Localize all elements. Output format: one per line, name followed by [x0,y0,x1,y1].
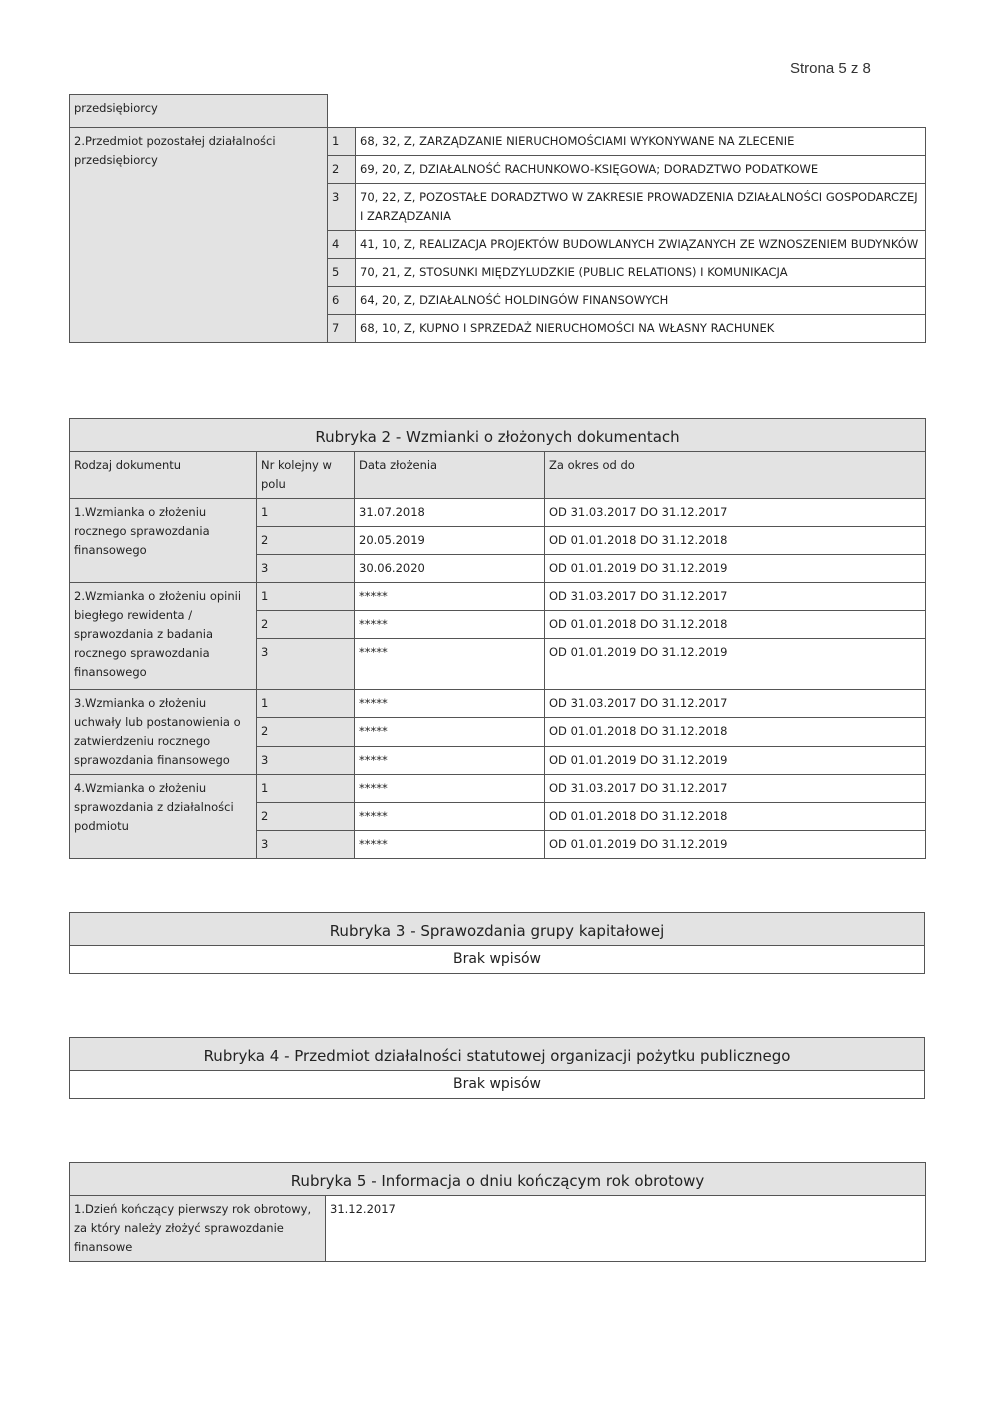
rubryka3-title: Rubryka 3 - Sprawozdania grupy kapitałowej [70,913,925,946]
item-text: 70, 22, Z, POZOSTAŁE DORADZTWO W ZAKRESIE PROWADZENIA DZIAŁALNOŚCI GOSPODARCZEJ I ZARZĄDZANIA [356,184,926,231]
item-nr: 5 [328,259,356,287]
item-text: 41, 10, Z, REALIZACJA PROJEKTÓW BUDOWLANYCH ZWIĄZANYCH ZE WZNOSZENIEM BUDYNKÓW [356,231,926,259]
filing-date: ***** [355,639,545,690]
row-nr: 3 [257,746,355,774]
item-nr: 7 [328,315,356,343]
document-type: 2.Wzmianka o złożeniu opinii biegłego rewidenta / sprawozdania z badania rocznego sprawozdania finansowego [70,583,257,690]
period: OD 31.03.2017 DO 31.12.2017 [545,499,926,527]
column-header: Data złożenia [355,452,545,499]
filing-date: ***** [355,803,545,831]
rubryka3-content: Brak wpisów [70,946,925,974]
filing-date: ***** [355,611,545,639]
item-text: 69, 20, Z, DZIAŁALNOŚĆ RACHUNKOWO-KSIĘGOWA; DORADZTWO PODATKOWE [356,156,926,184]
rubryka5-value: 31.12.2017 [326,1196,926,1262]
period: OD 01.01.2019 DO 31.12.2019 [545,639,926,690]
period: OD 01.01.2018 DO 31.12.2018 [545,527,926,555]
period: OD 01.01.2019 DO 31.12.2019 [545,555,926,583]
filing-date: 30.06.2020 [355,555,545,583]
column-header: Nr kolejny w polu [257,452,355,499]
document-type: 4.Wzmianka o złożeniu sprawozdania z działalności podmiotu [70,775,257,859]
item-text: 64, 20, Z, DZIAŁALNOŚĆ HOLDINGÓW FINANSOWYCH [356,287,926,315]
item-text: 68, 32, Z, ZARZĄDZANIE NIERUCHOMOŚCIAMI WYKONYWANE NA ZLECENIE [356,128,926,156]
period: OD 31.03.2017 DO 31.12.2017 [545,583,926,611]
row-nr: 1 [257,583,355,611]
item-nr: 6 [328,287,356,315]
item-nr: 4 [328,231,356,259]
filing-date: ***** [355,718,545,746]
rubryka2-title: Rubryka 2 - Wzmianki o złożonych dokumentach [70,419,926,452]
header-row [70,452,926,499]
column-header: Za okres od do [545,452,926,499]
column-header: Rodzaj dokumentu [70,452,257,499]
period: OD 01.01.2018 DO 31.12.2018 [545,718,926,746]
activity-table [69,94,926,343]
item-text: 68, 10, Z, KUPNO I SPRZEDAŻ NIERUCHOMOŚCI NA WŁASNY RACHUNEK [356,315,926,343]
table-row [70,95,926,128]
activity-label: 2.Przedmiot pozostałej działalności przedsiębiorcy [70,128,328,343]
rubryka4-content: Brak wpisów [70,1071,925,1099]
row-nr: 2 [257,803,355,831]
rubryka4-title: Rubryka 4 - Przedmiot działalności statutowej organizacji pożytku publicznego [70,1038,925,1071]
rubryka5-label: 1.Dzień kończący pierwszy rok obrotowy, za który należy złożyć sprawozdanie finansowe [70,1196,326,1262]
table-row [70,690,926,718]
period: OD 31.03.2017 DO 31.12.2017 [545,690,926,718]
filing-date: 20.05.2019 [355,527,545,555]
filing-date: 31.07.2018 [355,499,545,527]
document-type: 3.Wzmianka o złożeniu uchwały lub postanowienia o zatwierdzeniu rocznego sprawozdania finansowego [70,690,257,775]
filing-date: ***** [355,775,545,803]
filing-date: ***** [355,583,545,611]
period: OD 31.03.2017 DO 31.12.2017 [545,775,926,803]
row-nr: 3 [257,831,355,859]
rubryka3-table [69,912,925,974]
period: OD 01.01.2019 DO 31.12.2019 [545,746,926,774]
document-type: 1.Wzmianka o złożeniu rocznego sprawozdania finansowego [70,499,257,583]
item-nr: 2 [328,156,356,184]
row-nr: 1 [257,690,355,718]
row-nr: 3 [257,639,355,690]
filing-date: ***** [355,746,545,774]
row-nr: 2 [257,527,355,555]
table-row [70,128,926,156]
rubryka5-title: Rubryka 5 - Informacja o dniu kończącym rok obrotowy [70,1163,926,1196]
period: OD 01.01.2018 DO 31.12.2018 [545,611,926,639]
rubryka4-table [69,1037,925,1099]
table-row [70,499,926,527]
item-text: 70, 21, Z, STOSUNKI MIĘDZYLUDZKIE (PUBLIC RELATIONS) I KOMUNIKACJA [356,259,926,287]
table-row [70,583,926,611]
rubryka5-table [69,1162,926,1262]
prev-label-tail: przedsiębiorcy [70,95,328,128]
period: OD 01.01.2018 DO 31.12.2018 [545,803,926,831]
row-nr: 1 [257,775,355,803]
row-nr: 1 [257,499,355,527]
item-nr: 1 [328,128,356,156]
table-row [70,775,926,803]
row-nr: 2 [257,718,355,746]
row-nr: 2 [257,611,355,639]
row-nr: 3 [257,555,355,583]
item-nr: 3 [328,184,356,231]
rubryka2-table [69,418,926,859]
filing-date: ***** [355,831,545,859]
period: OD 01.01.2019 DO 31.12.2019 [545,831,926,859]
page-number: Strona 5 z 8 [790,60,871,77]
filing-date: ***** [355,690,545,718]
